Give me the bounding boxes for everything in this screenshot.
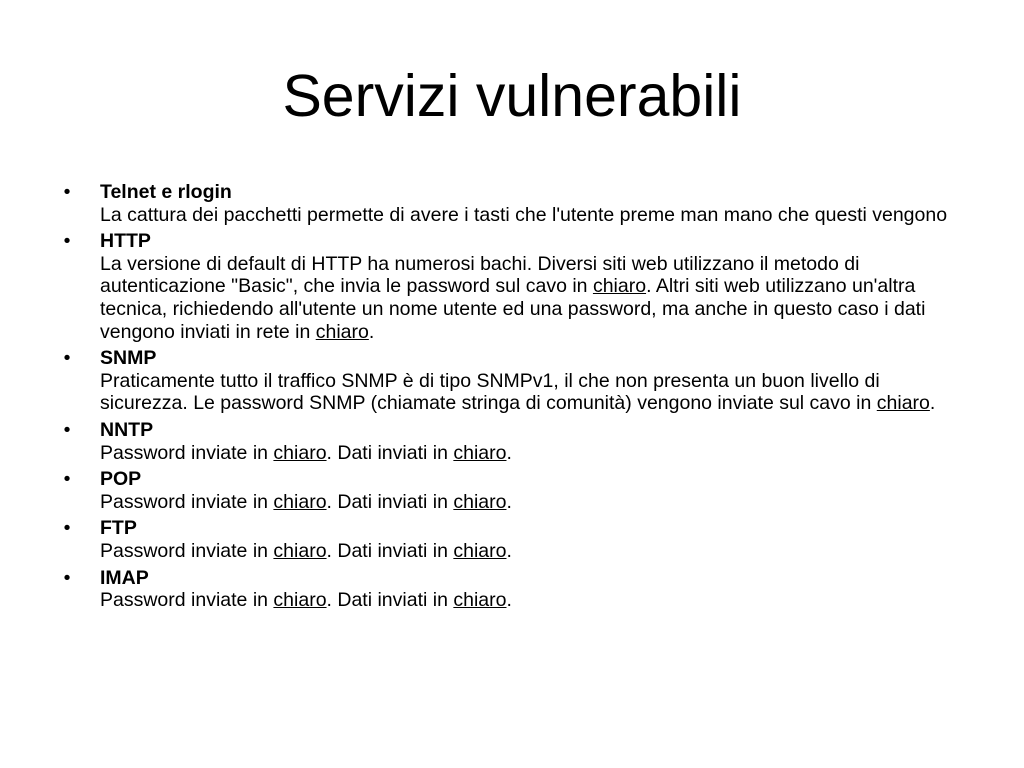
bullet-body [100, 253, 972, 343]
bullet-text: La cattura dei pacchetti permette di avere i tasti che l'utente preme man mano che questi vengono [100, 203, 948, 226]
bullet-heading: POP [100, 468, 142, 491]
bullet-text: . [506, 441, 512, 464]
slide-title: Servizi vulnerabili [282, 63, 742, 129]
bullet-heading: IMAP [100, 566, 149, 589]
chiaro-link[interactable]: chiaro [273, 589, 327, 612]
bullet-item-ftp [60, 517, 972, 562]
bullet-item-imap [60, 567, 972, 612]
bullet-heading: FTP [100, 517, 137, 540]
bullet-icon: • [63, 181, 71, 203]
chiaro-link[interactable]: chiaro [453, 539, 507, 562]
bullet-body [100, 442, 972, 465]
bullet-heading: Telnet e rlogin [100, 181, 232, 203]
bullet-icon: • [63, 347, 71, 370]
bullet-text: . [929, 392, 936, 415]
bullet-item-telnet [60, 181, 972, 226]
bullet-text: . [506, 539, 512, 562]
bullet-body [100, 589, 972, 612]
bullet-heading: NNTP [100, 418, 154, 441]
bullet-text: . Dati inviati in [326, 490, 454, 513]
bullet-heading: SNMP [100, 347, 157, 370]
bullet-body [100, 204, 972, 227]
bullet-item-pop [60, 468, 972, 513]
bullet-text: . [368, 320, 375, 343]
bullet-text: . [506, 490, 512, 513]
chiaro-link[interactable]: chiaro [453, 441, 507, 464]
chiaro-link[interactable]: chiaro [592, 275, 647, 298]
bullet-text: Password inviate in [100, 441, 274, 464]
bullet-icon: • [63, 418, 71, 441]
bullet-icon: • [63, 230, 71, 253]
bullet-text: . Dati inviati in [326, 539, 454, 562]
bullet-text: Praticamente tutto il traffico SNMP è di tipo SNMPv1, il che non presenta un buon livello di sicurezza. Le password SNMP (chiamate stringa di comunità) vengono inviate sul cavo in [100, 369, 880, 415]
chiaro-link[interactable]: chiaro [315, 320, 369, 343]
bullet-icon: • [63, 566, 71, 589]
bullet-text: . Dati inviati in [326, 441, 454, 464]
chiaro-link[interactable]: chiaro [273, 539, 327, 562]
bullet-text: La versione di default di HTTP ha numerosi bachi. Diversi siti web utilizzano il metodo di autenticazione "Basic", che invia le password sul cavo in [100, 252, 860, 298]
bullet-item-http [60, 230, 972, 343]
bullet-item-nntp [60, 419, 972, 464]
bullet-item-snmp [60, 347, 972, 415]
bullet-icon: • [63, 468, 71, 491]
chiaro-link[interactable]: chiaro [273, 490, 327, 513]
bullet-list [60, 181, 972, 616]
bullet-text: Password inviate in [100, 589, 274, 612]
bullet-text: Password inviate in [100, 490, 274, 513]
chiaro-link[interactable]: chiaro [876, 392, 930, 415]
bullet-text: . [506, 589, 512, 612]
chiaro-link[interactable]: chiaro [273, 441, 327, 464]
bullet-body [100, 540, 972, 563]
bullet-text: Password inviate in [100, 539, 274, 562]
chiaro-link[interactable]: chiaro [453, 589, 507, 612]
bullet-body [100, 370, 972, 415]
bullet-text: . Dati inviati in [326, 589, 454, 612]
bullet-heading: HTTP [100, 230, 151, 253]
chiaro-link[interactable]: chiaro [453, 490, 507, 513]
bullet-body [100, 491, 972, 514]
bullet-text: . Altri siti web utilizzano un'altra tecnica, richiedendo all'utente un nome utente ed una password, ma anche in questo caso i dati vengono inviati in rete in [100, 275, 926, 343]
bullet-icon: • [63, 517, 71, 540]
